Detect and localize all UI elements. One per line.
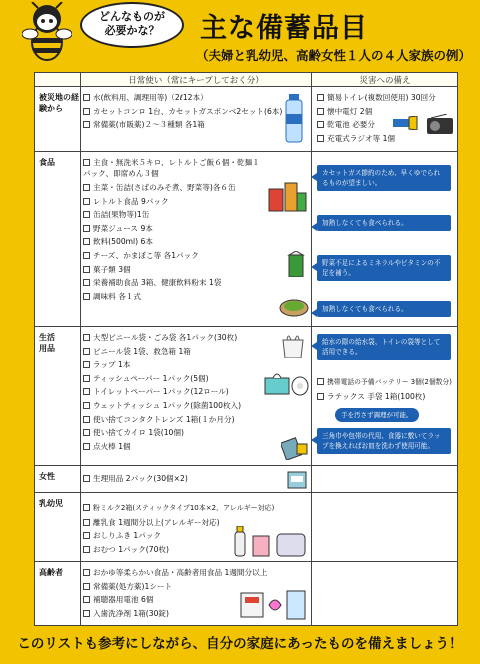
checkbox[interactable] (83, 108, 90, 115)
list-item[interactable]: 携帯電話の予備バッテリー 3個(2個数分) (317, 376, 457, 390)
list-item[interactable]: 粉ミルク2箱(スティックタイプ10本×2、アレルギー対応) (83, 502, 309, 516)
list-item[interactable]: トイレットペーパー 1パック(12ロール) (83, 385, 309, 399)
checkbox[interactable] (317, 378, 324, 385)
list-item[interactable]: おむつ 1パック(70枚) (83, 543, 309, 557)
checkbox[interactable] (83, 334, 90, 341)
list-item[interactable]: 離乳食 1週間分以上(アレルギー対応) (83, 516, 309, 530)
hand-warmer-icon (281, 434, 309, 460)
footer-message: このリストも参考にしながら、自分の家庭にあったものを備えましょう！ (17, 636, 463, 652)
list-item[interactable]: レトルト食品 9パック (83, 195, 309, 209)
stockpile-table (34, 72, 458, 626)
col-daily-header: 日常使い（常にキープしておく分） (128, 76, 264, 86)
checkbox[interactable] (83, 238, 90, 245)
checkbox[interactable] (83, 569, 90, 576)
list-item[interactable]: 懐中電灯 2個 (317, 105, 457, 119)
list-item[interactable]: 調味料 各１式 (83, 290, 309, 304)
list-item[interactable]: 水(飲料用、調理用等)（2ℓ12本） (83, 91, 309, 105)
checkbox[interactable] (83, 532, 90, 539)
list-item[interactable]: 缶詰(果物等)1缶 (83, 208, 309, 222)
plastic-bag-icon (279, 332, 307, 358)
checkbox[interactable] (83, 279, 90, 286)
list-item[interactable]: 菓子類 3個 (83, 263, 309, 277)
daily-list (83, 91, 309, 132)
category-label: 高齢者 (39, 568, 63, 577)
list-item[interactable]: 野菜ジュース 9本 (83, 222, 309, 236)
checkbox[interactable] (83, 504, 90, 511)
tissue-box-icon (263, 368, 309, 396)
list-item[interactable]: 大型ビニール袋・ごみ袋 各1パック(30枚) (83, 331, 309, 345)
checkbox[interactable] (83, 443, 90, 450)
speech-bubble (80, 2, 184, 48)
category-label: 乳幼児 (39, 499, 63, 508)
page-subtitle: （夫婦と乳幼児、高齢女性１人の４人家族の例） (196, 48, 472, 63)
page-title: 主な備蓄品目 (200, 13, 368, 44)
checkbox[interactable] (83, 583, 90, 590)
header (0, 0, 480, 70)
row-infant (35, 494, 457, 562)
category-label: 被災地の経験から (39, 93, 79, 113)
checkbox[interactable] (83, 388, 90, 395)
list-item[interactable]: 使い捨てコンタクトレンズ 1箱(１か月分) (83, 413, 309, 427)
list-item[interactable]: チーズ、かまぼこ等 各1パック (83, 249, 309, 263)
daily-list (83, 472, 309, 486)
list-item[interactable]: カセットコンロ 1台、カセットガスボンベ2セット(6本) (83, 105, 309, 119)
checkbox[interactable] (83, 266, 90, 273)
checkbox[interactable] (83, 184, 90, 191)
list-item[interactable]: 常備薬(処方薬)1シート (83, 580, 309, 594)
checkbox[interactable] (83, 402, 90, 409)
canned-food-icon (267, 179, 307, 213)
checkbox[interactable] (83, 610, 90, 617)
note-callout: 三角巾や包帯の代用、食器に敷いてラップを換えればお皿を洗わず使用可能。 (317, 428, 451, 454)
checkbox[interactable] (317, 108, 324, 115)
list-item[interactable]: ラップ 1本 (83, 358, 309, 372)
list-item[interactable]: おしりふき 1パック (83, 529, 309, 543)
checkbox[interactable] (83, 159, 90, 166)
water-bottle-icon (283, 94, 307, 144)
note-callout: 加熱しなくても食べられる。 (317, 301, 451, 317)
row-experience (35, 88, 457, 152)
checkbox[interactable] (83, 198, 90, 205)
list-item[interactable]: 簡易トイレ(複数回使用) 30回分 (317, 91, 457, 105)
list-item[interactable]: 使い捨てカイロ 1袋(10個) (83, 426, 309, 440)
flashlight-icon (393, 116, 419, 130)
checkbox[interactable] (83, 94, 90, 101)
list-item[interactable]: 飲料(500ml) 6本 (83, 235, 309, 249)
checkbox[interactable] (83, 596, 90, 603)
checkbox[interactable] (83, 293, 90, 300)
checkbox[interactable] (83, 211, 90, 218)
table-header (35, 73, 457, 87)
row-food (35, 153, 457, 327)
note-pill: 手を汚さず調理が可能。 (335, 408, 419, 422)
note-callout: 野菜不足によるミネラルやビタミンの不足を補う。 (317, 255, 451, 281)
category-label: 食品 (39, 158, 55, 167)
checkbox[interactable] (317, 121, 324, 128)
bubble-line-2: 必要かな？ (104, 24, 160, 37)
food-dish-icon (279, 295, 309, 317)
list-item[interactable]: 充電式ラジオ等 1個 (317, 132, 457, 146)
checkbox[interactable] (317, 135, 324, 142)
checkbox[interactable] (83, 375, 90, 382)
category-label: 生活 用品 (39, 333, 55, 353)
juice-carton-icon (287, 251, 305, 277)
checkbox[interactable] (83, 416, 90, 423)
checkbox[interactable] (83, 225, 90, 232)
checkbox[interactable] (83, 361, 90, 368)
list-item[interactable]: 主菜・缶詰(さばのみそ煮、野菜等)各６缶 (83, 181, 309, 195)
note-callout: 加熱しなくても食べられる。 (317, 215, 451, 231)
checkbox[interactable] (317, 393, 324, 400)
list-item[interactable]: 生理用品 2パック(30個×2) (83, 472, 309, 486)
radio-icon (427, 114, 453, 134)
bee-mascot-icon (22, 2, 72, 66)
col-emergency-header: 災害への備え (359, 76, 411, 86)
checkbox[interactable] (83, 348, 90, 355)
row-elderly (35, 563, 457, 626)
checkbox[interactable] (317, 94, 324, 101)
baby-supplies-icon (233, 526, 309, 558)
list-item[interactable]: ティッシュペーパー 1パック(5個) (83, 372, 309, 386)
list-item[interactable]: 点火棒 1個 (83, 440, 309, 454)
note-callout: 給水の際の給水袋、トイレの袋等として活用できる。 (317, 334, 451, 360)
list-item[interactable]: 常備薬(市販薬)２〜３種類 各1箱 (83, 118, 309, 132)
list-item[interactable]: おかゆ等柔らかい食品・高齢者用食品 1週間分以上 (83, 566, 309, 580)
checkbox[interactable] (83, 475, 90, 482)
note-callout: カセットガス節約のため、早くゆでられるものが望ましい。 (317, 165, 451, 191)
checkbox[interactable] (83, 429, 90, 436)
bubble-line-1: どんなものが (99, 10, 165, 23)
emergency-list (317, 376, 457, 403)
elderly-supplies-icon (239, 585, 309, 621)
row-women (35, 467, 457, 493)
checkbox[interactable] (83, 519, 90, 526)
row-living (35, 328, 457, 466)
list-item[interactable]: 主食・無洗米５キロ、レトルトご飯６個・乾麺１パック、即席めん３個 (83, 158, 260, 178)
list-item[interactable]: 乾電池 必要分 (317, 118, 457, 132)
checkbox[interactable] (83, 252, 90, 259)
sanitary-pack-icon (287, 471, 307, 489)
list-item[interactable]: 入歯洗浄剤 1箱(30錠) (83, 607, 309, 621)
list-item[interactable]: ウェットティッシュ 1パック(除菌100枚入) (83, 399, 309, 413)
category-label: 女性 (39, 472, 55, 481)
checkbox[interactable] (83, 121, 90, 128)
list-item[interactable]: 補聴器用電池 6個 (83, 593, 309, 607)
checkbox[interactable] (83, 546, 90, 553)
list-item[interactable]: ビニール袋 1袋、救急箱 1箱 (83, 345, 309, 359)
list-item[interactable]: 栄養補助食品 3箱、健康飲料粉末 1袋 (83, 276, 309, 290)
list-item[interactable]: ラテックス 手袋 1箱(100枚) (317, 390, 457, 404)
